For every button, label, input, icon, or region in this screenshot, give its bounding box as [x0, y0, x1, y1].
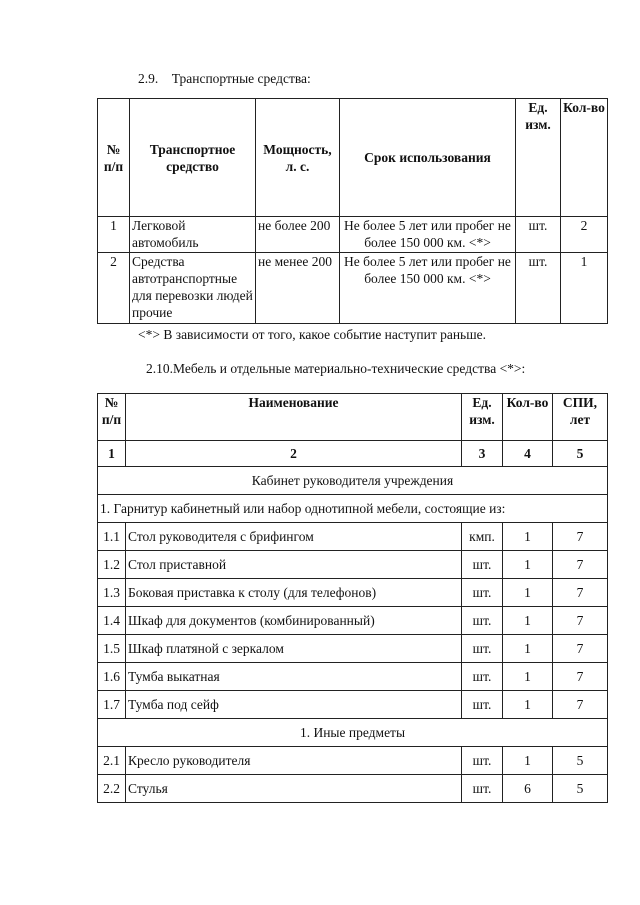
row-num: 2	[98, 253, 130, 324]
col-number: 2	[126, 441, 462, 467]
header-term: Срок использования	[340, 99, 516, 217]
row-qty: 2	[561, 217, 608, 253]
row-unit: шт.	[516, 217, 561, 253]
row-unit: шт.	[462, 663, 503, 691]
row-qty: 1	[503, 579, 553, 607]
row-unit: шт.	[462, 551, 503, 579]
transport-table	[97, 98, 608, 324]
header-vehicle: Транспортное средство	[130, 99, 256, 217]
col-number: 3	[462, 441, 503, 467]
row-qty: 1	[503, 635, 553, 663]
row-power: не более 200	[256, 217, 340, 253]
section-2-10-heading: 2.10.Мебель и отдельные материально-технические средства <*>:	[146, 361, 526, 376]
row-vehicle: Легковой автомобиль	[130, 217, 256, 253]
row-unit: шт.	[462, 607, 503, 635]
header-qty: Кол-во	[503, 394, 553, 441]
row-num: 1.1	[98, 523, 126, 551]
header-qty: Кол-во	[561, 99, 608, 217]
header-num: № п/п	[98, 394, 126, 441]
row-name: Тумба выкатная	[126, 663, 462, 691]
row-power: не менее 200	[256, 253, 340, 324]
row-num: 2.2	[98, 775, 126, 803]
table-row	[98, 635, 608, 663]
row-name: Кресло руководителя	[126, 747, 462, 775]
column-numbers-row	[98, 441, 608, 467]
table-row	[98, 551, 608, 579]
row-unit: шт.	[462, 691, 503, 719]
row-spi: 7	[553, 691, 608, 719]
row-unit: шт.	[462, 775, 503, 803]
header-num: № п/п	[98, 99, 130, 217]
header-name: Наименование	[126, 394, 462, 441]
row-qty: 1	[503, 663, 553, 691]
row-qty: 6	[503, 775, 553, 803]
row-qty: 1	[503, 691, 553, 719]
section-2-9-heading: 2.9. Транспортные средства:	[138, 71, 311, 86]
row-num: 1.2	[98, 551, 126, 579]
row-num: 1.5	[98, 635, 126, 663]
row-qty: 1	[503, 607, 553, 635]
header-unit: Ед. изм.	[462, 394, 503, 441]
row-spi: 5	[553, 747, 608, 775]
row-unit: шт.	[462, 747, 503, 775]
row-qty: 1	[503, 747, 553, 775]
row-unit: шт.	[516, 253, 561, 324]
header-unit: Ед. изм.	[516, 99, 561, 217]
subgroup-title: 1. Гарнитур кабинетный или набор однотипной мебели, состоящие из:	[98, 495, 608, 523]
subgroup-row	[98, 719, 608, 747]
table-row	[98, 523, 608, 551]
row-unit: шт.	[462, 579, 503, 607]
table-row	[98, 253, 608, 324]
row-num: 1.7	[98, 691, 126, 719]
table-row	[98, 747, 608, 775]
subgroup-row	[98, 495, 608, 523]
row-qty: 1	[561, 253, 608, 324]
row-spi: 7	[553, 663, 608, 691]
row-num: 1.4	[98, 607, 126, 635]
row-name: Шкаф платяной с зеркалом	[126, 635, 462, 663]
row-spi: 7	[553, 523, 608, 551]
group-title-row	[98, 467, 608, 495]
row-name: Стулья	[126, 775, 462, 803]
row-vehicle: Средства автотранспортные для перевозки людей прочие	[130, 253, 256, 324]
row-qty: 1	[503, 551, 553, 579]
furniture-table	[97, 393, 608, 803]
row-num: 2.1	[98, 747, 126, 775]
subgroup-title: 1. Иные предметы	[98, 719, 608, 747]
row-spi: 7	[553, 607, 608, 635]
table-row	[98, 579, 608, 607]
row-qty: 1	[503, 523, 553, 551]
row-unit: шт.	[462, 635, 503, 663]
table-row	[98, 217, 608, 253]
group-title: Кабинет руководителя учреждения	[98, 467, 608, 495]
row-name: Тумба под сейф	[126, 691, 462, 719]
table-row	[98, 607, 608, 635]
row-spi: 7	[553, 551, 608, 579]
table-row	[98, 663, 608, 691]
row-num: 1	[98, 217, 130, 253]
furniture-header-row	[98, 394, 608, 441]
row-spi: 7	[553, 579, 608, 607]
transport-header-row	[98, 99, 608, 217]
footnote: <*> В зависимости от того, какое событие наступит раньше.	[138, 327, 486, 342]
row-num: 1.6	[98, 663, 126, 691]
col-number: 4	[503, 441, 553, 467]
header-power: Мощность, л. с.	[256, 99, 340, 217]
row-spi: 5	[553, 775, 608, 803]
table-row	[98, 691, 608, 719]
row-term: Не более 5 лет или пробег не более 150 000 км. <*>	[340, 253, 516, 324]
col-number: 1	[98, 441, 126, 467]
col-number: 5	[553, 441, 608, 467]
row-name: Стол руководителя с брифингом	[126, 523, 462, 551]
row-name: Шкаф для документов (комбинированный)	[126, 607, 462, 635]
row-num: 1.3	[98, 579, 126, 607]
row-unit: кмп.	[462, 523, 503, 551]
row-name: Стол приставной	[126, 551, 462, 579]
table-row	[98, 775, 608, 803]
row-name: Боковая приставка к столу (для телефонов)	[126, 579, 462, 607]
row-spi: 7	[553, 635, 608, 663]
header-spi: СПИ, лет	[553, 394, 608, 441]
row-term: Не более 5 лет или пробег не более 150 000 км. <*>	[340, 217, 516, 253]
